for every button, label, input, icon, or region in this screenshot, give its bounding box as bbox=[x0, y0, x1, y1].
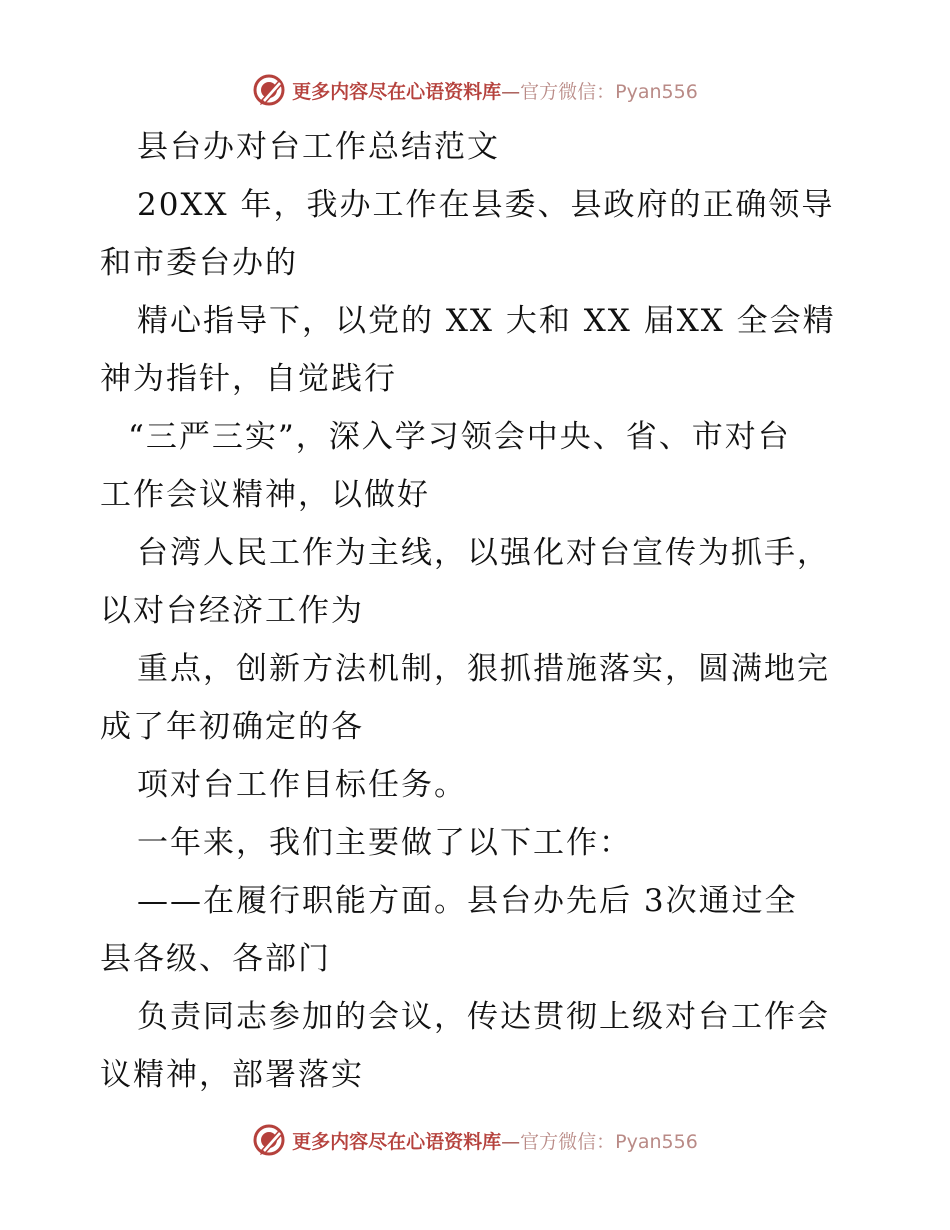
paragraph-line: 成了年初确定的各 bbox=[100, 709, 364, 745]
paragraph-line: 20XX 年，我办工作在县委、县政府的正确领导 bbox=[137, 187, 835, 223]
paragraph-line: 一年来，我们主要做了以下工作： bbox=[137, 825, 632, 861]
paragraph-line: 议精神，部署落实 bbox=[100, 1057, 364, 1093]
paragraph-line: 和市委台办的 bbox=[100, 245, 298, 281]
header-banner-inner bbox=[252, 73, 698, 107]
footer-banner bbox=[0, 1120, 950, 1160]
footer-banner-inner bbox=[252, 1123, 698, 1157]
header-banner bbox=[0, 70, 950, 110]
document-title: 县台办对台工作总结范文 bbox=[137, 129, 500, 165]
paragraph-line: 精心指导下，以党的 XX 大和 XX 届XX 全会精 bbox=[137, 303, 836, 339]
paragraph-line: ——在履行职能方面。县台办先后 3次通过全 bbox=[137, 883, 798, 919]
footer-banner-wechat: 官方微信：Pyan556 bbox=[520, 1130, 698, 1153]
header-banner-text bbox=[292, 77, 698, 104]
pen-seal-icon bbox=[252, 73, 286, 107]
footer-banner-main: 更多内容尽在心语资料库 bbox=[292, 1130, 502, 1153]
paragraph-line: “三严三实”，深入学习领会中央、省、市对台 bbox=[128, 419, 791, 455]
footer-banner-text bbox=[292, 1127, 698, 1154]
header-banner-sep: — bbox=[501, 80, 521, 103]
paragraph-line: 项对台工作目标任务。 bbox=[137, 767, 467, 803]
pen-seal-icon bbox=[252, 1123, 286, 1157]
document-body bbox=[100, 118, 860, 1104]
paragraph-line: 台湾人民工作为主线，以强化对台宣传为抓手， bbox=[137, 535, 830, 571]
paragraph-line: 重点，创新方法机制，狠抓措施落实，圆满地完 bbox=[137, 651, 830, 687]
paragraph-line: 神为指针，自觉践行 bbox=[100, 361, 397, 397]
paragraph-line: 工作会议精神，以做好 bbox=[100, 477, 430, 513]
paragraph-line: 负责同志参加的会议，传达贯彻上级对台工作会 bbox=[137, 999, 830, 1035]
paragraph-line: 县各级、各部门 bbox=[100, 941, 331, 977]
paragraph-line: 以对台经济工作为 bbox=[100, 593, 364, 629]
header-banner-wechat: 官方微信：Pyan556 bbox=[520, 80, 698, 103]
header-banner-main: 更多内容尽在心语资料库 bbox=[292, 80, 502, 103]
footer-banner-sep: — bbox=[501, 1130, 521, 1153]
